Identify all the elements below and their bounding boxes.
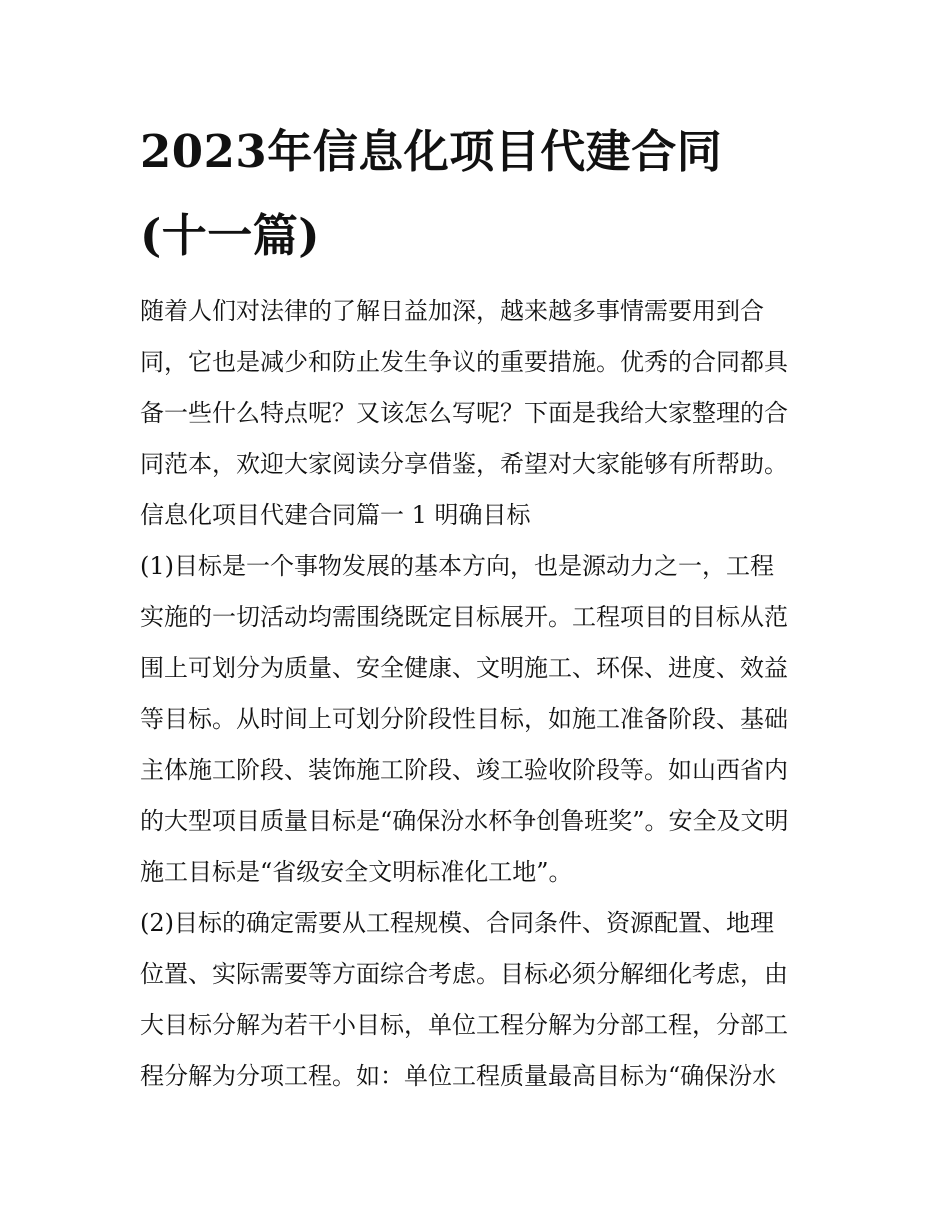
text-line: 围上可划分为质量、安全健康、文明施工、环保、进度、效益 <box>140 654 788 682</box>
text-line: 的大型项目质量目标是“确保汾水杯争创鲁班奖”。安全及文明 <box>140 807 789 835</box>
text-line: 同，它也是减少和防止发生争议的重要措施。优秀的合同都具 <box>140 348 788 376</box>
text-line: 备一些什么特点呢？又该怎么写呢？下面是我给大家整理的合 <box>140 399 788 427</box>
text-line: 程分解为分项工程。如：单位工程质量最高目标为“确保汾水 <box>140 1062 777 1090</box>
document-title <box>140 110 812 278</box>
title-line: 2023年信息化项目代建合同 <box>140 125 723 178</box>
text-line: (2)目标的确定需要从工程规模、合同条件、资源配置、地理 <box>140 909 774 937</box>
text-line: 信息化项目代建合同篇一 1 明确目标 <box>140 501 531 529</box>
body-paragraph <box>140 898 812 1102</box>
document-page <box>140 110 812 1102</box>
text-line: 位置、实际需要等方面综合考虑。目标必须分解细化考虑，由 <box>140 960 788 988</box>
section-heading <box>140 490 812 541</box>
text-line: 主体施工阶段、装饰施工阶段、竣工验收阶段等。如山西省内 <box>140 756 788 784</box>
text-line: 等目标。从时间上可划分阶段性目标，如施工准备阶段、基础 <box>140 705 788 733</box>
text-line: 随着人们对法律的了解日益加深，越来越多事情需要用到合 <box>140 297 764 325</box>
document-body <box>140 286 812 1102</box>
intro-paragraph <box>140 286 812 490</box>
text-line: (1)目标是一个事物发展的基本方向，也是源动力之一，工程 <box>140 552 774 580</box>
text-line: 同范本，欢迎大家阅读分享借鉴，希望对大家能够有所帮助。 <box>140 450 788 478</box>
title-line: (十一篇) <box>140 209 321 262</box>
text-line: 施工目标是“省级安全文明标准化工地”。 <box>140 858 573 886</box>
text-line: 大目标分解为若干小目标，单位工程分解为分部工程，分部工 <box>140 1011 788 1039</box>
body-paragraph <box>140 541 812 898</box>
text-line: 实施的一切活动均需围绕既定目标展开。工程项目的目标从范 <box>140 603 788 631</box>
